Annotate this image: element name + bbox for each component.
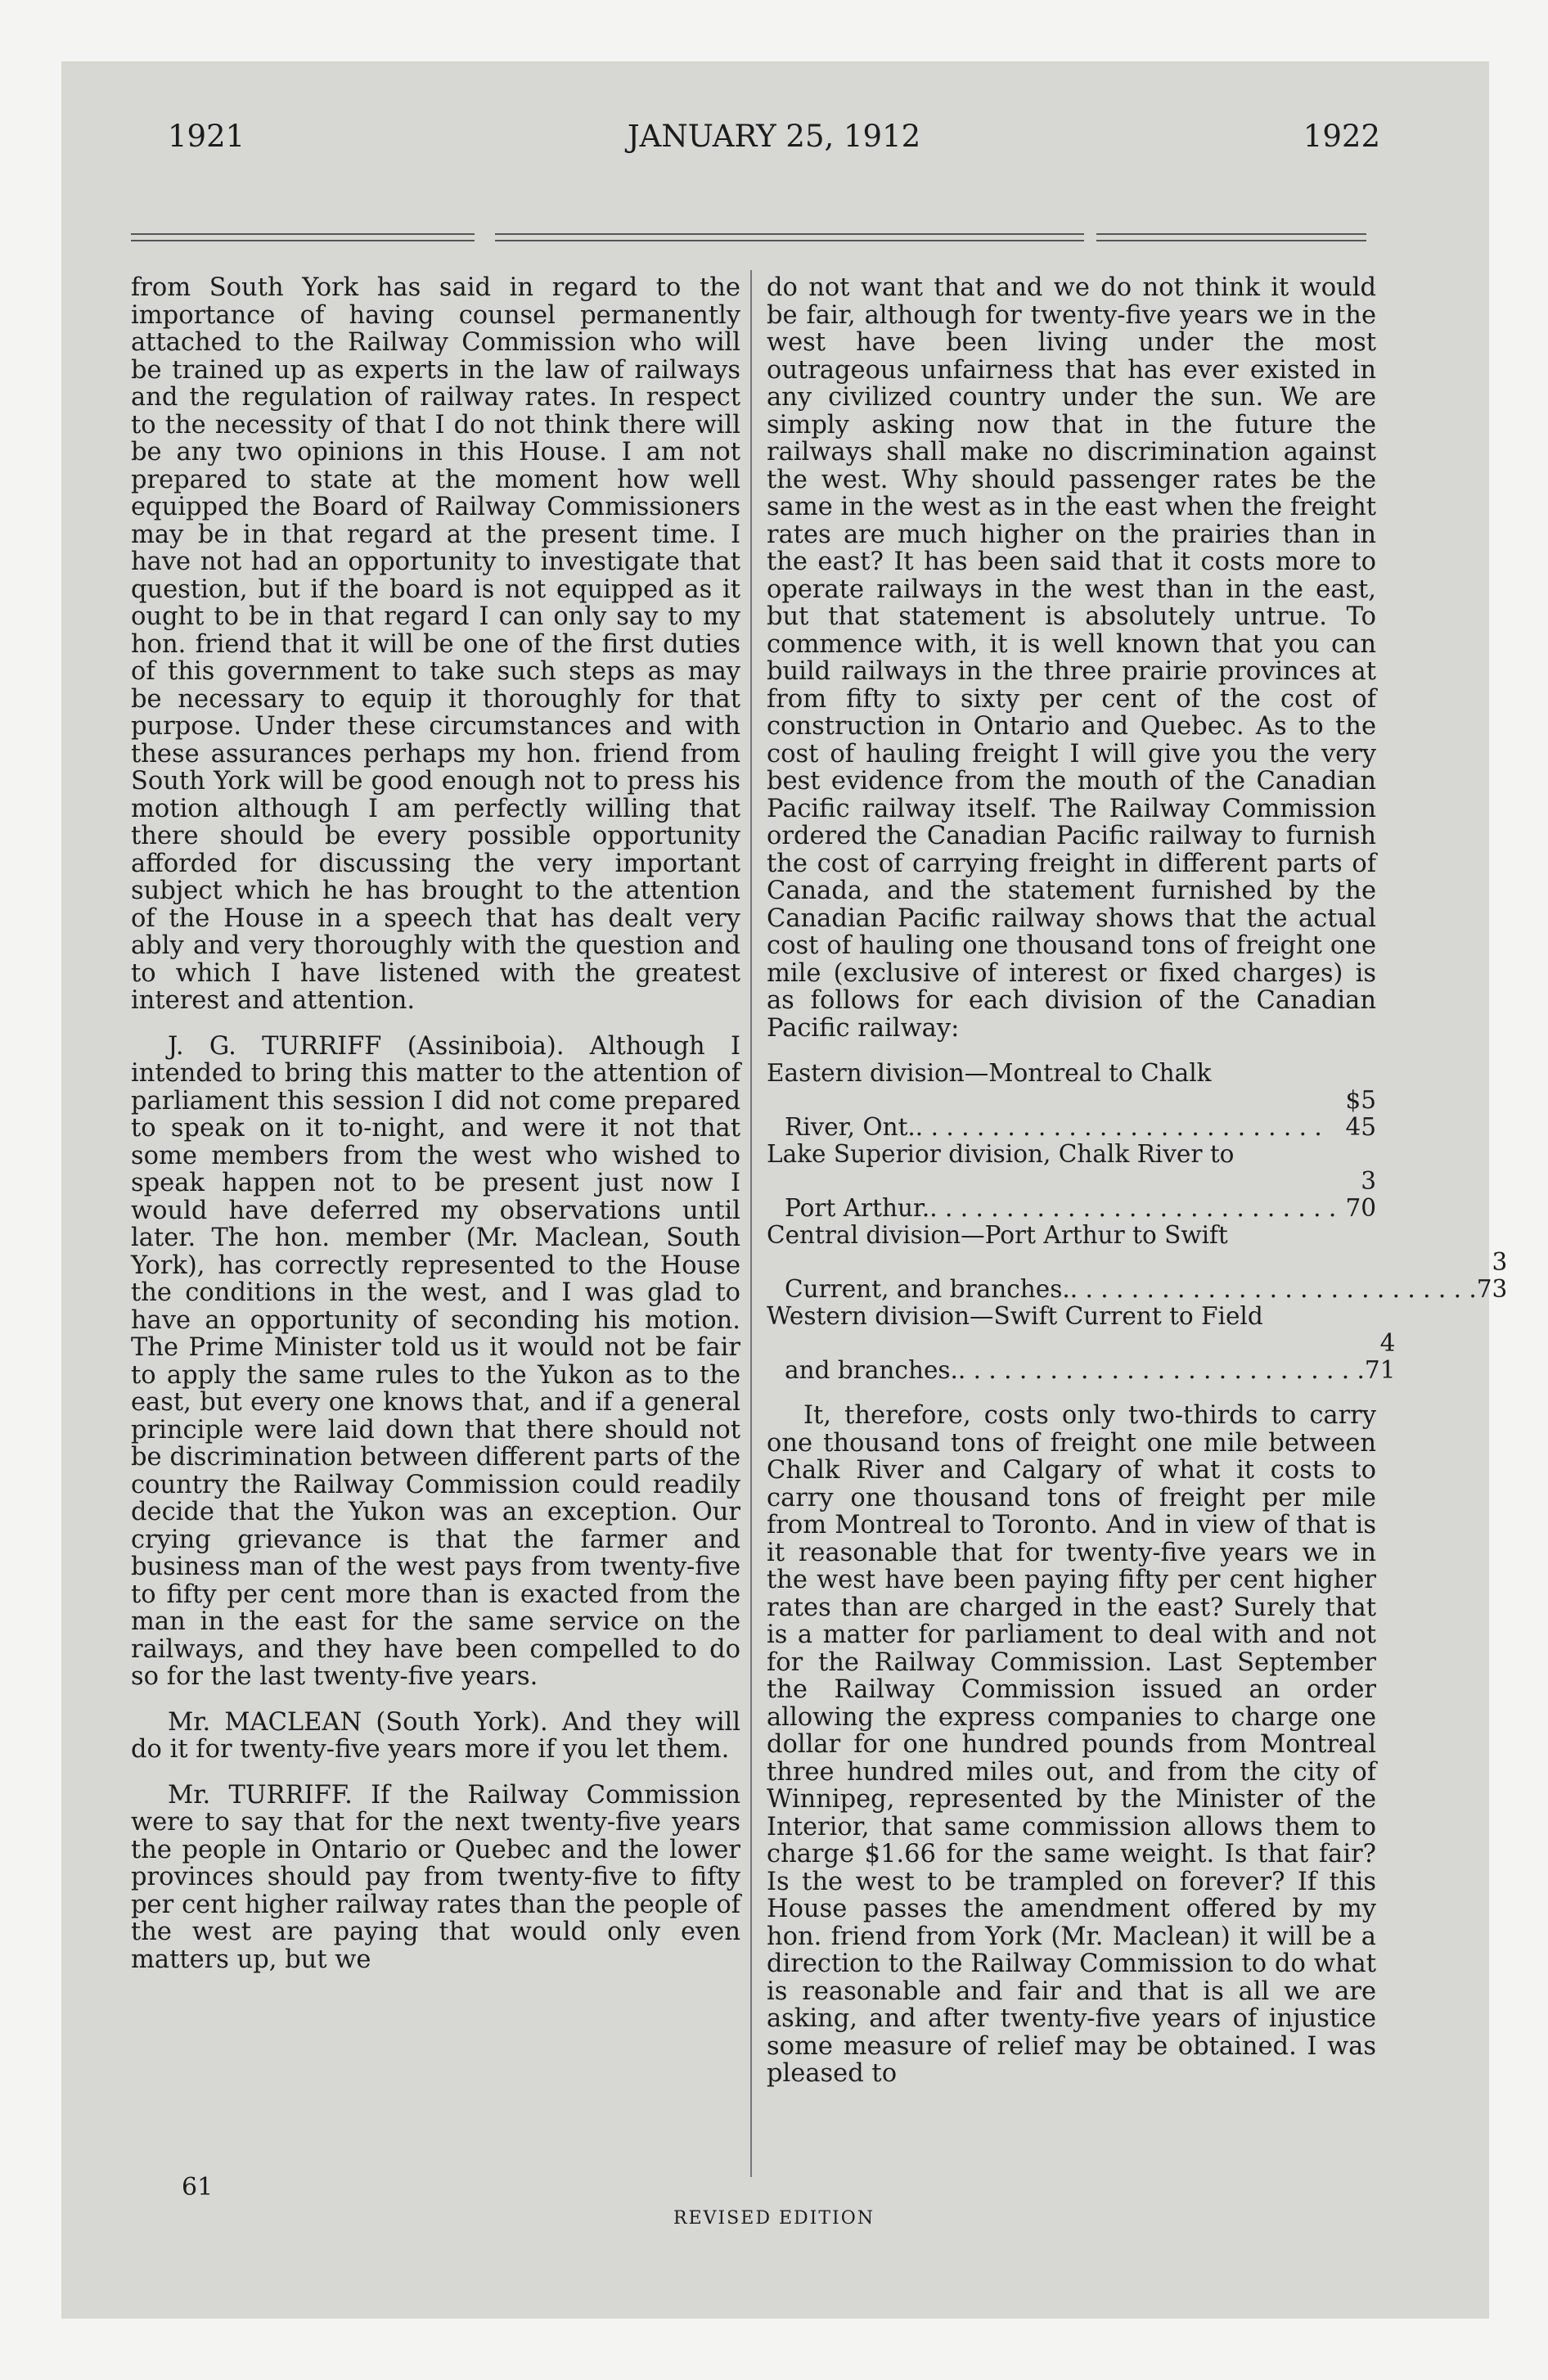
paragraph: J. G. TURRIFF (Assiniboia). Although I intended to bring this matter to the attention of parliament this session I did not come prepared to speak on it to-night, and were it not that some members from the west who wished to speak happen not to be present just now I would have deferred my observations until later. The hon. member (Mr. Maclean, South York), has correctly represented to the House the conditions in the west, and I was glad to have an opportunity of seconding his motion. The Prime Minister told us it would not be fair to apply the same rules to the Yukon as to the east, but every one knows that, and if a general principle were laid down that there should not be discrimination between different parts of the country the Railway Commission could readily decide that the Yukon was an exception. Our crying grievance is that the farmer and business man of the west pays from twenty-five to fifty per cent more than is exacted from the man in the east for the same service on the railways, and they have been compelled to do so for the last twenty-five years. [131, 1031, 740, 1691]
table-row-label: Western division—Swift Current to Field [767, 1302, 1263, 1330]
cost-table [767, 1059, 1508, 1384]
header-rule [1096, 233, 1366, 241]
column-divider [750, 270, 752, 2177]
table-row-label: Eastern division—Montreal to Chalk [767, 1059, 1212, 1087]
page-header [168, 119, 1380, 168]
edition-footer: REVISED EDITION [673, 2208, 875, 2229]
paragraph: Mr. TURRIFF. If the Railway Commission were to say that for the next twenty-five years the people in Ontario or Quebec and the lower provinces should pay from twenty-five to fifty per cent higher railway rates than the people of the west are paying that would only even matters up, but we [131, 1780, 740, 1974]
table-row-label-cont: River, Ont.. [785, 1113, 924, 1141]
table-row-label: Lake Superior division, Chalk River to [767, 1140, 1235, 1168]
table-row: Western division—Swift Current to Field and branches.. . . . . . . . . . . . . . . . . . . . . . . . . . . 4 71 [767, 1302, 1396, 1384]
table-row-value: 3 70 [1345, 1167, 1376, 1222]
header-rule [495, 233, 1084, 241]
header-rule [131, 233, 475, 241]
paragraph: Mr. MACLEAN (South York). And they will do it for twenty-five years more if you let them. [131, 1707, 740, 1764]
table-row: Eastern division—Montreal to Chalk River, Ont.. . . . . . . . . . . . . . . . . . . . . . . . . . . $5 45 [767, 1059, 1376, 1141]
paragraph: from South York has said in regard to the importance of having counsel permanently attached to the Railway Commission who will be trained up as experts in the law of railways and the regulation of railway rates. In respect to the necessity of that I do not think there will be any two opinions in this House. I am not prepared to state at the moment how well equipped the Board of Railway Commissioners may be in that regard at the present time. I have not had an opportunity to investigate that question, but if the board is not equipped as it ought to be in that regard I can only say to my hon. friend that it will be one of the first duties of this government to take such steps as may be necessary to equip it thoroughly for that purpose. Under these circumstances and with these assurances perhaps my hon. friend from South York will be good enough not to press his motion although I am perfectly willing that there should be every possible opportunity afforded for discussing the very important subject which he has brought to the attention of the House in a speech that has dealt very ably and very thoroughly with the question and to which I have listened with the greatest interest and attention. [131, 273, 740, 1015]
table-row-value: 3 73 [1476, 1248, 1508, 1303]
table-row: Lake Superior division, Chalk River to Port Arthur.. . . . . . . . . . . . . . . . . . . . . . . . . . . 3 70 [767, 1140, 1376, 1222]
right-page-number: 1922 [1303, 119, 1380, 154]
paragraph: It, therefore, costs only two-thirds to carry one thousand tons of freight one mile between Chalk River and Calgary of what it costs to carry one thousand tons of freight per mile from Montreal to Toronto. And in view of that is it reasonable that for twenty-five years we in the west have been paying fifty per cent higher rates than are charged in the east? Surely that is a matter for parliament to deal with and not for the Railway Commission. Last September the Railway Commission issued an order allowing the express companies to charge one dollar for one hundred pounds from Montreal three hundred miles out, and from the city of Winnipeg, represented by the Minister of the Interior, that same commission allows them to charge $1.66 for the same weight. Is that fair? Is the west to be trampled on forever? If this House passes the amendment offered by my hon. friend from York (Mr. Maclean) it will be a direction to the Railway Commission to do what is reasonable and fair and that is all we are asking, and after twenty-five years of injustice some measure of relief may be obtained. I was pleased to [767, 1401, 1376, 2088]
table-row-label-cont: Port Arthur.. [785, 1194, 938, 1222]
left-page-number: 1921 [168, 119, 245, 154]
left-column [131, 274, 740, 1973]
table-row: Central division—Port Arthur to Swift Current, and branches.. . . . . . . . . . . . . . . . . . . . . . . . . . . 3 73 [767, 1221, 1508, 1303]
folio-number: 61 [182, 2173, 214, 2202]
table-row-value: $5 45 [1345, 1086, 1376, 1141]
right-column [767, 273, 1508, 2088]
paragraph: do not want that and we do not think it would be fair, although for twenty-five years we in the west have been living under the most outrageous unfairness that has ever existed in any civilized country under the sun. We are simply asking now that in the future the railways shall make no discrimination against the west. Why should passenger rates be the same in the west as in the east when the freight rates are much higher on the prairies than in the east? It has been said that it costs more to operate railways in the west than in the east, but that statement is absolutely untrue. To commence with, it is well known that you can build railways in the three prairie provinces at from fifty to sixty per cent of the cost of construction in Ontario and Quebec. As to the cost of hauling freight I will give you the very best evidence from the mouth of the Canadian Pacific railway itself. The Railway Commission ordered the Canadian Pacific railway to furnish the cost of carrying freight in different parts of Canada, and the statement furnished by the Canadian Pacific railway shows that the actual cost of hauling one thousand tons of freight one mile (exclusive of interest or fixed charges) is as follows for each division of the Canadian Pacific railway: [767, 273, 1376, 1043]
table-row-label-cont: Current, and branches.. [785, 1275, 1078, 1303]
table-row-label-cont: and branches.. [785, 1356, 966, 1384]
table-row-label: Central division—Port Arthur to Swift [767, 1221, 1228, 1249]
table-row-value: 4 71 [1364, 1329, 1396, 1384]
header-date: JANUARY 25, 1912 [627, 119, 921, 154]
